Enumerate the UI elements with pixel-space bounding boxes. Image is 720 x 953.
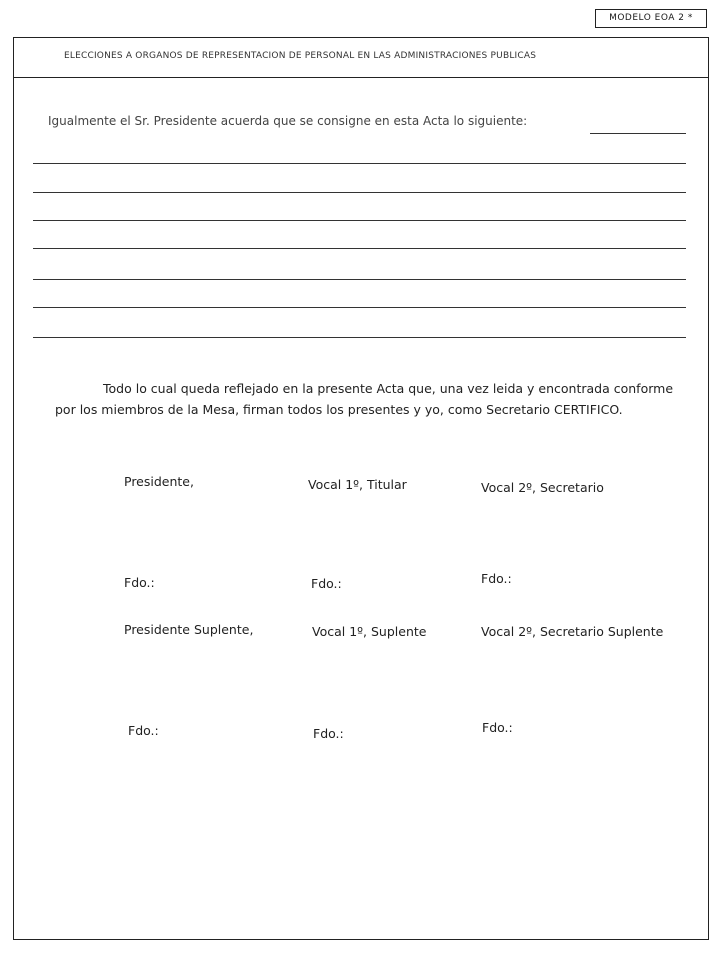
- fdo-presidente-suplente: Fdo.:: [128, 723, 159, 738]
- fdo-vocal-2-secretario: Fdo.:: [481, 571, 512, 586]
- model-code-box: [595, 9, 707, 28]
- fdo-vocal-1-titular: Fdo.:: [311, 576, 342, 591]
- fill-line-2[interactable]: [33, 192, 686, 193]
- role-presidente-suplente: Presidente Suplente,: [124, 622, 254, 637]
- closing-paragraph: [55, 378, 675, 420]
- intro-fill-line[interactable]: [590, 133, 686, 134]
- fdo-vocal-2-secretario-suplente: Fdo.:: [482, 720, 513, 735]
- role-presidente: Presidente,: [124, 474, 194, 489]
- role-vocal-1-suplente: Vocal 1º, Suplente: [312, 624, 427, 639]
- role-vocal-1-titular: Vocal 1º, Titular: [308, 477, 407, 492]
- fill-line-3[interactable]: [33, 220, 686, 221]
- model-code: MODELO EOA 2 *: [609, 13, 693, 23]
- form-title: ELECCIONES A ORGANOS DE REPRESENTACION DE PERSONAL EN LAS ADMINISTRACIONES PUBLICAS: [64, 51, 537, 61]
- closing-text: Todo lo cual queda reflejado en la presente Acta que, una vez leida y encontrada conforme por los miembros de la Mesa, firman todos los presentes y yo, como Secretario CERTIFICO.: [55, 381, 674, 417]
- fill-line-6[interactable]: [33, 307, 686, 308]
- fill-line-1[interactable]: [33, 163, 686, 164]
- form-header: [14, 38, 708, 78]
- fdo-presidente: Fdo.:: [124, 575, 155, 590]
- fdo-vocal-1-suplente: Fdo.:: [313, 726, 344, 741]
- fill-line-4[interactable]: [33, 248, 686, 249]
- fill-line-7[interactable]: [33, 337, 686, 338]
- role-vocal-2-secretario-suplente: Vocal 2º, Secretario Suplente: [481, 624, 664, 639]
- role-vocal-2-secretario: Vocal 2º, Secretario: [481, 480, 604, 495]
- intro-statement: Igualmente el Sr. Presidente acuerda que se consigne en esta Acta lo siguiente:: [48, 114, 528, 128]
- fill-line-5[interactable]: [33, 279, 686, 280]
